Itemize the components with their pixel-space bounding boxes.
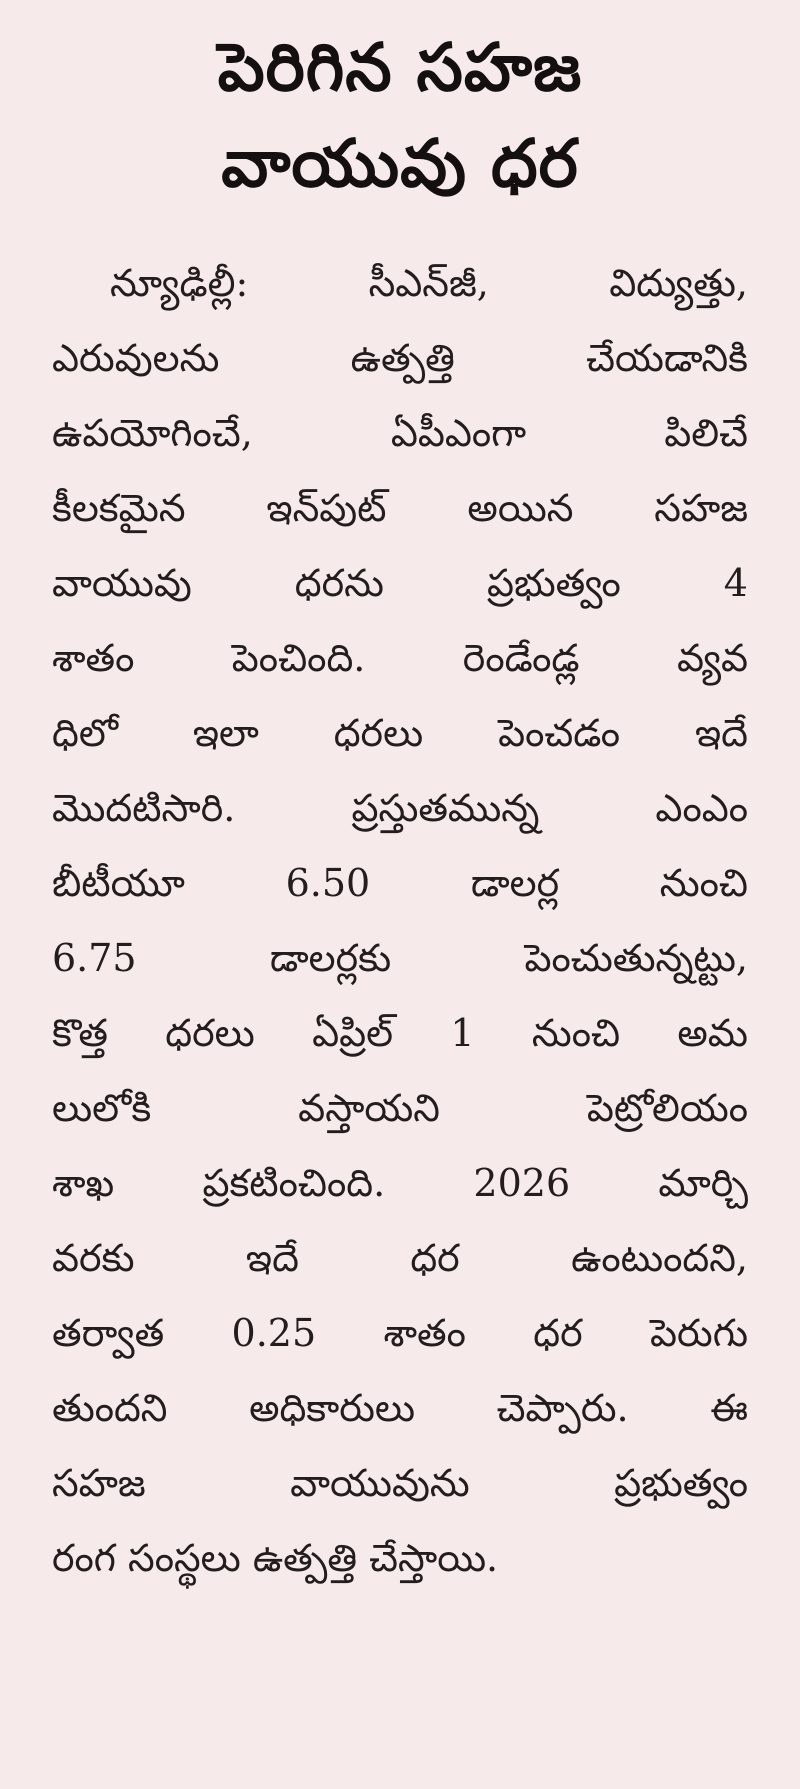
body-line-16: తుందని అధికారులు చెప్పారు. ఈ — [52, 1386, 748, 1430]
headline-line-2: వాయువు ధర — [221, 125, 579, 202]
body-line-2: ఎరువులను ఉత్పత్తి చేయడానికి — [52, 336, 748, 380]
body-line-12: లులోకి వస్తాయని పెట్రోలియం — [52, 1086, 748, 1130]
body-line-4: కీలకమైన ఇన్‌పుట్ అయిన సహజ — [52, 486, 748, 530]
body-line-5: వాయువు ధరను ప్రభుత్వం 4 — [52, 561, 748, 605]
body-line-1: న్యూఢిల్లీ: సీఎన్‌జీ, విద్యుత్తు, — [110, 261, 748, 305]
headline-line-1: పెరిగిన సహజ — [217, 29, 583, 106]
body-line-8: మొదటిసారి. ప్రస్తుతమున్న ఎంఎం — [52, 786, 748, 830]
body-line-6: శాతం పెంచింది. రెండేండ్ల వ్యవ — [52, 636, 748, 680]
article-body — [52, 246, 748, 1596]
body-line-9: బీటీయూ 6.50 డాలర్ల నుంచి — [52, 861, 748, 905]
body-line-14: వరకు ఇదే ధర ఉంటుందని, — [52, 1236, 748, 1280]
headline — [52, 20, 748, 212]
body-line-7: ధిలో ఇలా ధరలు పెంచడం ఇదే — [52, 711, 748, 755]
body-line-15: తర్వాత 0.25 శాతం ధర పెరుగు — [52, 1311, 748, 1355]
body-line-18: రంగ సంస్థలు ఉత్పత్తి చేస్తాయి. — [52, 1536, 499, 1580]
body-line-10: 6.75 డాలర్లకు పెంచుతున్నట్టు, — [52, 936, 748, 980]
body-line-17: సహజ వాయువును ప్రభుత్వం — [52, 1461, 748, 1505]
body-line-3: ఉపయోగించే, ఏపీఎంగా పిలిచే — [52, 411, 748, 455]
body-line-13: శాఖ ప్రకటించింది. 2026 మార్చి — [52, 1161, 748, 1205]
body-line-11: కొత్త ధరలు ఏప్రిల్ 1 నుంచి అమ — [52, 1011, 748, 1055]
